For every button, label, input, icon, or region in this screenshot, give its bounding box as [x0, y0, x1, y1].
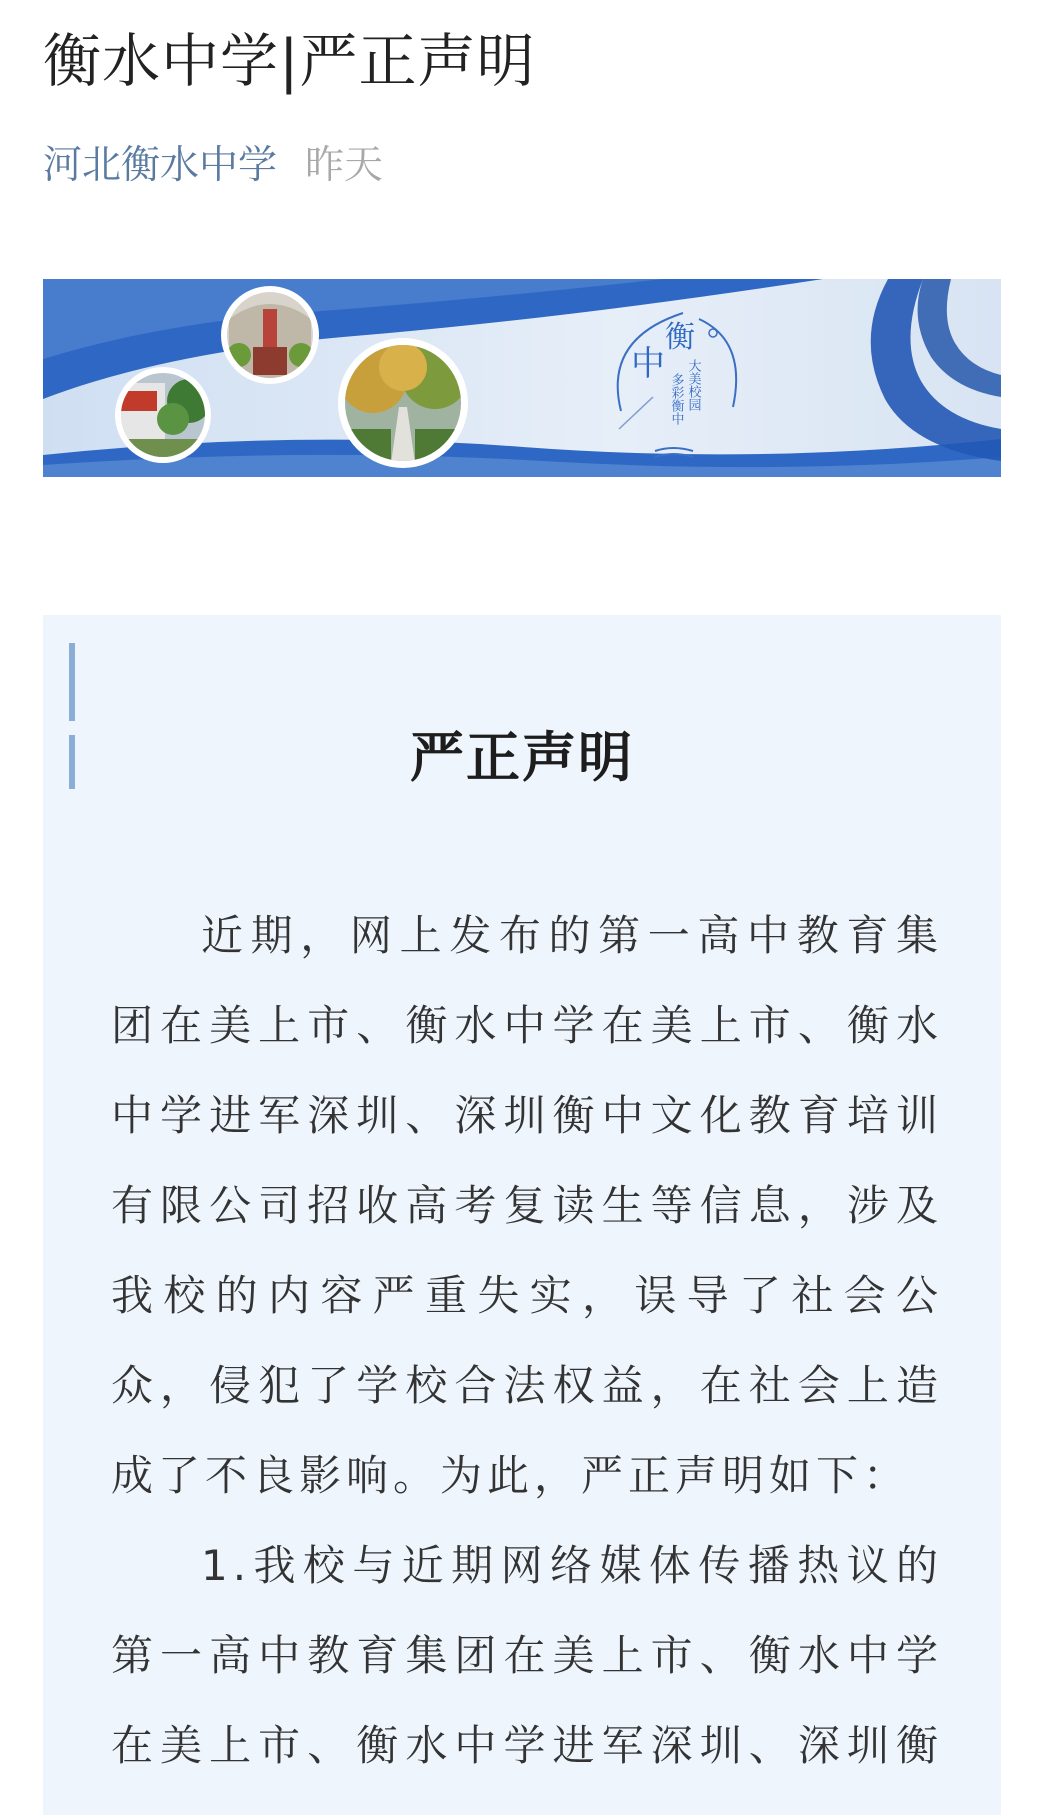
banner-graphic: [43, 279, 1001, 477]
logo-char-2: 衡: [665, 320, 695, 355]
statement-line: 众，侵犯了学校合法权益，在社会上造: [111, 1361, 943, 1410]
statement-section: [43, 615, 1001, 1815]
statement-line: 有限公司招收高考复读生等信息，涉及: [111, 1181, 943, 1230]
statement-body: [111, 891, 943, 1791]
author-link[interactable]: 河北衡水中学: [43, 143, 278, 188]
banner-tagline-1: 大美校园: [685, 359, 701, 411]
statement-line: 在美上市、衡水中学进军深圳、深圳衡: [111, 1721, 943, 1770]
banner-tagline-2: 多彩衡中: [668, 373, 684, 425]
statement-title: 严正声明: [410, 726, 634, 789]
article-title: 衡水中学|严正声明: [43, 27, 536, 95]
logo-char-1: 中: [631, 344, 665, 384]
campus-photo-3: [338, 338, 469, 468]
statement-line: 成了不良影响。为此，严正声明如下：: [111, 1451, 911, 1500]
header-banner-image: [43, 279, 1001, 477]
publish-date: 昨天: [305, 143, 384, 188]
statement-line: 第一高中教育集团在美上市、衡水中学: [111, 1631, 943, 1680]
statement-line: 团在美上市、衡水中学在美上市、衡水: [111, 1001, 943, 1050]
article-meta: [43, 138, 383, 194]
statement-line: 我校的内容严重失实，误导了社会公: [111, 1271, 943, 1320]
statement-line: 1.我校与近期网络媒体传播热议的: [201, 1541, 943, 1590]
quote-bar-top: [69, 643, 75, 721]
statement-line: 中学进军深圳、深圳衡中文化教育培训: [111, 1091, 943, 1140]
statement-line: 近期，网上发布的第一高中教育集: [201, 911, 943, 960]
